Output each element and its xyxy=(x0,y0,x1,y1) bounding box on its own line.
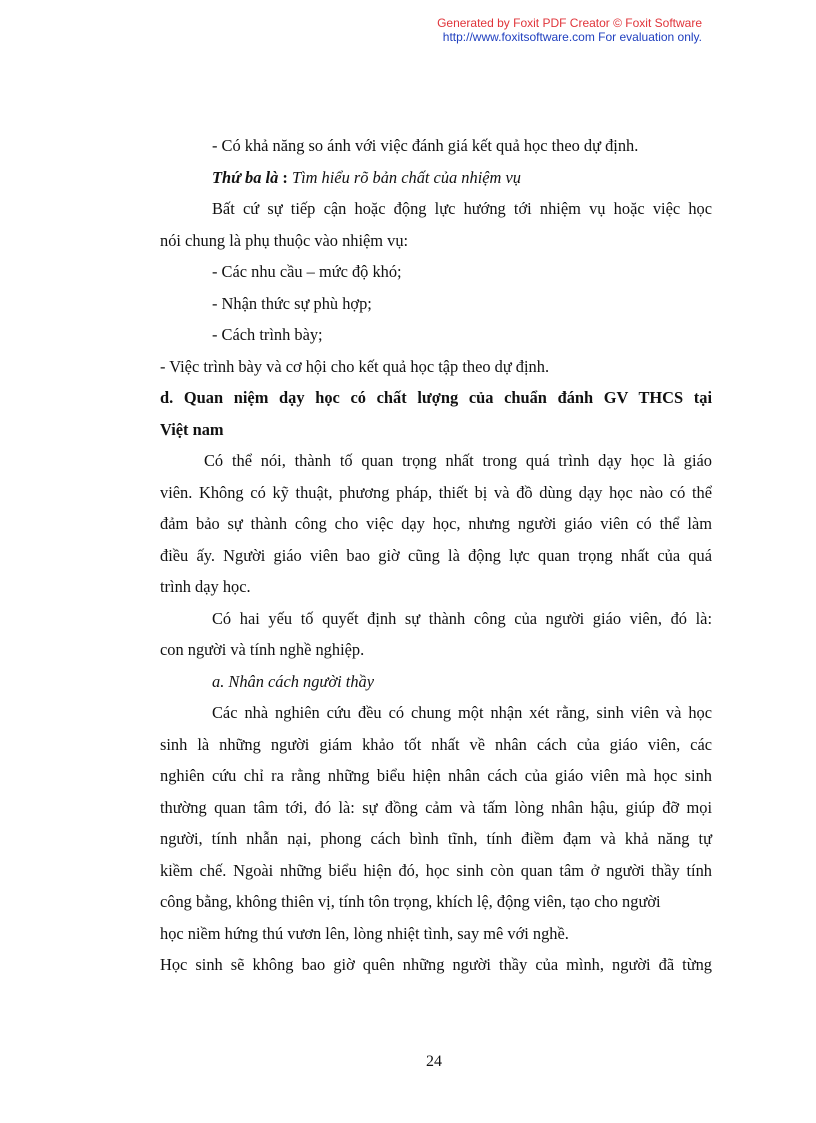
foxit-watermark xyxy=(437,16,702,44)
paragraph-compare: - Có khả năng so ánh với việc đánh giá kết quả học theo dự định. xyxy=(212,136,639,155)
third-separator: : xyxy=(278,167,292,187)
paragraph-teacher-line-4: điều ấy. Người giáo viên bao giờ cũng là động lực quan trọng nhất của quá xyxy=(160,545,712,565)
paragraph-personality-line-2: sinh là những người giám khảo tốt nhất về nhân cách của giáo viên, các xyxy=(160,734,712,754)
bullet-needs: - Các nhu cầu – mức độ khó; xyxy=(212,262,402,281)
paragraph-teacher-line-5: trình dạy học. xyxy=(160,577,251,596)
bullet-awareness: - Nhận thức sự phù hợp; xyxy=(212,293,372,313)
paragraph-students-line-1: Học sinh sẽ không bao giờ quên những người thầy của mình, người đã từng xyxy=(160,955,712,974)
paragraph-personality-line-8: học niềm hứng thú vươn lên, lòng nhiệt tình, say mê với nghề. xyxy=(160,923,569,943)
paragraph-approach-line-2: nói chung là phụ thuộc vào nhiệm vụ: xyxy=(160,230,409,250)
paragraph-personality-line-1: Các nhà nghiên cứu đều có chung một nhận xét rằng, sinh viên và học xyxy=(212,703,712,722)
paragraph-teacher-line-1: Có thể nói, thành tố quan trọng nhất trong quá trình dạy học là giáo xyxy=(204,451,712,470)
paragraph-approach-line-1: Bất cứ sự tiếp cận hoặc động lực hướng tới nhiệm vụ hoặc việc học xyxy=(212,199,712,218)
document-page-body xyxy=(160,130,712,981)
third-title: Tìm hiểu rõ bản chất của nhiệm vụ xyxy=(291,167,521,187)
heading-d-line-1: d. Quan niệm dạy học có chất lượng của chuẩn đánh GV THCS tại xyxy=(160,388,712,407)
third-label: Thứ ba là xyxy=(212,167,279,187)
paragraph-factors-line-2: con người và tính nghề nghiệp. xyxy=(160,640,365,659)
subheading-a: a. Nhân cách người thầy xyxy=(212,671,374,691)
paragraph-personality-line-3: nghiên cứu chỉ ra rằng những biểu hiện nhân cách của giáo viên mà học sinh xyxy=(160,766,712,785)
paragraph-personality-line-5: người, tính nhẫn nại, phong cách bình tĩnh, tính điềm đạm và khả năng tự xyxy=(160,829,712,848)
heading-d-line-2: Việt nam xyxy=(160,419,224,439)
paragraph-teacher-line-3: đảm bảo sự thành công cho việc dạy học, nhưng người giáo viên có thể làm xyxy=(160,514,712,533)
bullet-presentation: - Cách trình bày; xyxy=(212,325,323,344)
section-third xyxy=(160,162,712,194)
page-number: 24 xyxy=(426,1053,442,1070)
watermark-line-1: Generated by Foxit PDF Creator © Foxit Software xyxy=(437,16,702,30)
bullet-opportunity: - Việc trình bày và cơ hội cho kết quả học tập theo dự định. xyxy=(160,356,550,376)
paragraph-personality-line-6: kiềm chế. Ngoài những biểu hiện đó, học sinh còn quan tâm ở người thầy tính xyxy=(160,860,712,880)
watermark-line-2: http://www.foxitsoftware.com For evaluation only. xyxy=(442,30,702,44)
paragraph-personality-line-7: công bằng, không thiên vị, tính tôn trọng, khích lệ, động viên, tạo cho người xyxy=(160,892,661,911)
paragraph-teacher-line-2: viên. Không có kỹ thuật, phương pháp, thiết bị và đồ dùng dạy học nào có thể xyxy=(160,482,712,502)
paragraph-personality-line-4: thường quan tâm tới, đó là: sự đồng cảm và tấm lòng nhân hậu, giúp đỡ mọi xyxy=(160,797,712,817)
paragraph-factors-line-1: Có hai yếu tố quyết định sự thành công của người giáo viên, đó là: xyxy=(212,608,712,628)
